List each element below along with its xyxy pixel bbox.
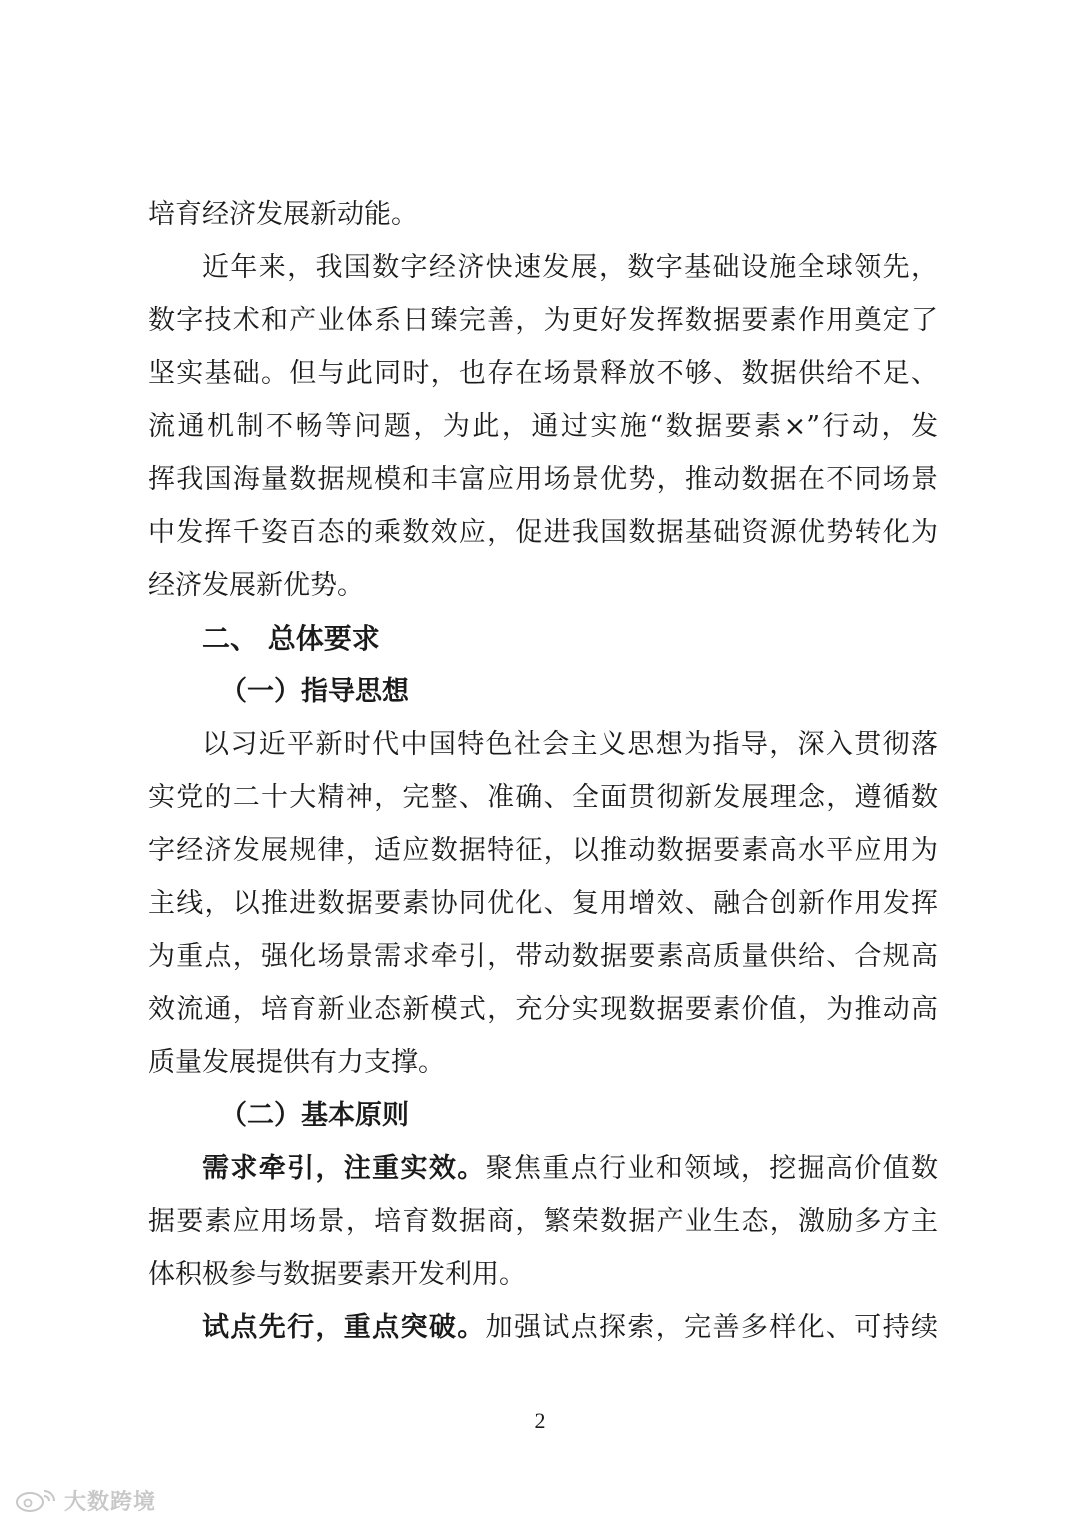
text-line: 经济发展新优势。 <box>148 570 364 601</box>
text-line: 字经济发展规律，适应数据特征，以推动数据要素高水平应用为 <box>148 835 938 866</box>
text-line: 质量发展提供有力支撑。 <box>148 1047 445 1078</box>
text-line: 以习近平新时代中国特色社会主义思想为指导，深入贯彻落 <box>202 729 938 760</box>
principle-line <box>148 1142 938 1195</box>
text-line: 据要素应用场景，培育数据商，繁荣数据产业生态，激励多方主 <box>148 1206 938 1237</box>
document-body <box>148 188 938 1354</box>
weibo-logo-icon <box>14 1487 58 1513</box>
text-line: 中发挥千姿百态的乘数效应，促进我国数据基础资源优势转化为 <box>148 517 938 548</box>
principle-text: 加强试点探索，完善多样化、可持续 <box>485 1312 939 1343</box>
text-line: 主线，以推进数据要素协同优化、复用增效、融合创新作用发挥 <box>148 888 938 919</box>
principle-title: 试点先行，重点突破。 <box>202 1312 486 1343</box>
text-line: 效流通，培育新业态新模式，充分实现数据要素价值，为推动高 <box>148 994 938 1025</box>
principle-title: 需求牵引，注重实效。 <box>202 1153 486 1184</box>
watermark <box>14 1483 156 1517</box>
text-line: 坚实基础。但与此同时，也存在场景释放不够、数据供给不足、 <box>148 358 938 389</box>
section-heading: 二、 总体要求 <box>202 622 380 655</box>
principle-text: 聚焦重点行业和领域，挖掘高价值数 <box>485 1153 939 1184</box>
text-line: 为重点，强化场景需求牵引，带动数据要素高质量供给、合规高 <box>148 941 938 972</box>
text-line: 实党的二十大精神，完整、准确、全面贯彻新发展理念，遵循数 <box>148 782 938 813</box>
text-line: 体积极参与数据要素开发利用。 <box>148 1259 526 1290</box>
watermark-text: 大数跨境 <box>64 1489 157 1515</box>
text-line: 流通机制不畅等问题，为此，通过实施“数据要素×”行动，发 <box>148 411 938 442</box>
text-line: 挥我国海量数据规模和丰富应用场景优势，推动数据在不同场景 <box>148 464 938 495</box>
principle-line <box>148 1301 938 1354</box>
subsection-heading: （一）指导思想 <box>220 676 409 707</box>
text-line: 培育经济发展新动能。 <box>148 199 418 230</box>
text-line: 近年来，我国数字经济快速发展，数字基础设施全球领先， <box>202 252 938 283</box>
text-line: 数字技术和产业体系日臻完善，为更好发挥数据要素作用奠定了 <box>148 305 938 336</box>
page-number: 2 <box>534 1408 546 1433</box>
subsection-heading: （二）基本原则 <box>220 1100 409 1131</box>
